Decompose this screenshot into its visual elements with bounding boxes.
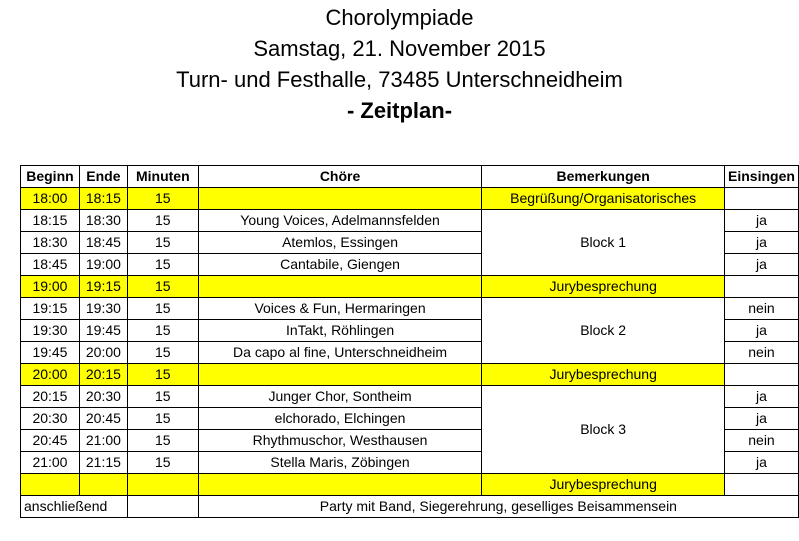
- cell-chor: [198, 276, 482, 298]
- cell-ende: 19:15: [79, 276, 127, 298]
- schedule-table: [20, 165, 799, 518]
- cell-beginn: 19:45: [21, 342, 80, 364]
- cell-minuten: 15: [127, 232, 198, 254]
- cell-minuten: 15: [127, 342, 198, 364]
- cell-footer-text: Party mit Band, Siegerehrung, geselliges Beisammensein: [198, 496, 798, 518]
- cell-bemerkung: Begrüßung/Organisatorisches: [482, 188, 725, 210]
- cell-beginn: 19:00: [21, 276, 80, 298]
- cell-beginn: 18:15: [21, 210, 80, 232]
- event-title: Chorolympiade: [325, 5, 474, 30]
- cell-minuten: 15: [127, 452, 198, 474]
- cell-beginn: 20:15: [21, 386, 80, 408]
- cell-chor: Rhythmuschor, Westhausen: [198, 430, 482, 452]
- cell-chor: Young Voices, Adelmannsfelden: [198, 210, 482, 232]
- event-venue: Turn- und Festhalle, 73485 Unterschneidheim: [176, 67, 623, 92]
- cell-chor: Stella Maris, Zöbingen: [198, 452, 482, 474]
- cell-minuten: 15: [127, 408, 198, 430]
- cell-beginn: [21, 474, 80, 496]
- col-header-einsingen: Einsingen: [724, 166, 798, 188]
- cell-block-3: Block 3: [482, 386, 725, 474]
- cell-minuten: 15: [127, 298, 198, 320]
- table-row: [21, 276, 799, 298]
- cell-bemerkung: Jurybesprechung: [482, 474, 725, 496]
- table-row: [21, 298, 799, 320]
- cell-bemerkung: Jurybesprechung: [482, 364, 725, 386]
- cell-einsingen: nein: [724, 298, 798, 320]
- table-row: [21, 210, 799, 232]
- cell-ende: [79, 474, 127, 496]
- cell-chor: Da capo al fine, Unterschneidheim: [198, 342, 482, 364]
- cell-minuten: 15: [127, 364, 198, 386]
- cell-chor: elchorado, Elchingen: [198, 408, 482, 430]
- col-header-beginn: Beginn: [21, 166, 80, 188]
- cell-ende: 20:45: [79, 408, 127, 430]
- cell-ende: 18:15: [79, 188, 127, 210]
- cell-minuten: 15: [127, 430, 198, 452]
- cell-beginn: 18:30: [21, 232, 80, 254]
- cell-beginn: 20:30: [21, 408, 80, 430]
- cell-ende: 20:15: [79, 364, 127, 386]
- cell-chor: Cantabile, Giengen: [198, 254, 482, 276]
- table-row: [21, 386, 799, 408]
- table-footer-row: [21, 496, 799, 518]
- cell-beginn: 20:45: [21, 430, 80, 452]
- cell-ende: 20:00: [79, 342, 127, 364]
- cell-ende: 19:00: [79, 254, 127, 276]
- col-header-ende: Ende: [79, 166, 127, 188]
- cell-minuten: 15: [127, 276, 198, 298]
- cell-chor: Atemlos, Essingen: [198, 232, 482, 254]
- cell-footer-label: anschließend: [21, 496, 128, 518]
- col-header-choere: Chöre: [198, 166, 482, 188]
- cell-ende: 19:30: [79, 298, 127, 320]
- cell-minuten: 15: [127, 210, 198, 232]
- cell-bemerkung: Jurybesprechung: [482, 276, 725, 298]
- cell-block-1: Block 1: [482, 210, 725, 276]
- cell-einsingen: ja: [724, 210, 798, 232]
- cell-beginn: 19:30: [21, 320, 80, 342]
- cell-minuten: 15: [127, 320, 198, 342]
- cell-beginn: 18:00: [21, 188, 80, 210]
- schedule-heading: - Zeitplan-: [346, 98, 453, 123]
- cell-block-2: Block 2: [482, 298, 725, 364]
- table-row: [21, 188, 799, 210]
- cell-chor: InTakt, Röhlingen: [198, 320, 482, 342]
- cell-chor: [198, 364, 482, 386]
- cell-beginn: 20:00: [21, 364, 80, 386]
- table-row: [21, 364, 799, 386]
- cell-minuten: 15: [127, 386, 198, 408]
- cell-chor: Voices & Fun, Hermaringen: [198, 298, 482, 320]
- cell-einsingen: nein: [724, 342, 798, 364]
- col-header-bemerkungen: Bemerkungen: [482, 166, 725, 188]
- cell-ende: 19:45: [79, 320, 127, 342]
- col-header-minuten: Minuten: [127, 166, 198, 188]
- table-header-row: [21, 166, 799, 188]
- cell-einsingen: ja: [724, 452, 798, 474]
- cell-beginn: 21:00: [21, 452, 80, 474]
- cell-einsingen: [724, 474, 798, 496]
- cell-einsingen: ja: [724, 408, 798, 430]
- cell-einsingen: ja: [724, 254, 798, 276]
- cell-minuten: [127, 474, 198, 496]
- table-row: [21, 474, 799, 496]
- cell-einsingen: [724, 364, 798, 386]
- cell-minuten: 15: [127, 188, 198, 210]
- cell-einsingen: [724, 276, 798, 298]
- cell-chor: [198, 474, 482, 496]
- event-date: Samstag, 21. November 2015: [253, 36, 546, 61]
- cell-einsingen: nein: [724, 430, 798, 452]
- cell-beginn: 18:45: [21, 254, 80, 276]
- cell-ende: 18:45: [79, 232, 127, 254]
- cell-einsingen: [724, 188, 798, 210]
- cell-ende: 21:15: [79, 452, 127, 474]
- cell-ende: 21:00: [79, 430, 127, 452]
- cell-minuten: 15: [127, 254, 198, 276]
- cell-beginn: 19:15: [21, 298, 80, 320]
- cell-einsingen: ja: [724, 386, 798, 408]
- cell-einsingen: ja: [724, 320, 798, 342]
- cell-einsingen: ja: [724, 232, 798, 254]
- cell-ende: 20:30: [79, 386, 127, 408]
- cell-ende: 18:30: [79, 210, 127, 232]
- cell-footer-empty: [127, 496, 198, 518]
- cell-chor: Junger Chor, Sontheim: [198, 386, 482, 408]
- title-block: [0, 2, 799, 126]
- cell-chor: [198, 188, 482, 210]
